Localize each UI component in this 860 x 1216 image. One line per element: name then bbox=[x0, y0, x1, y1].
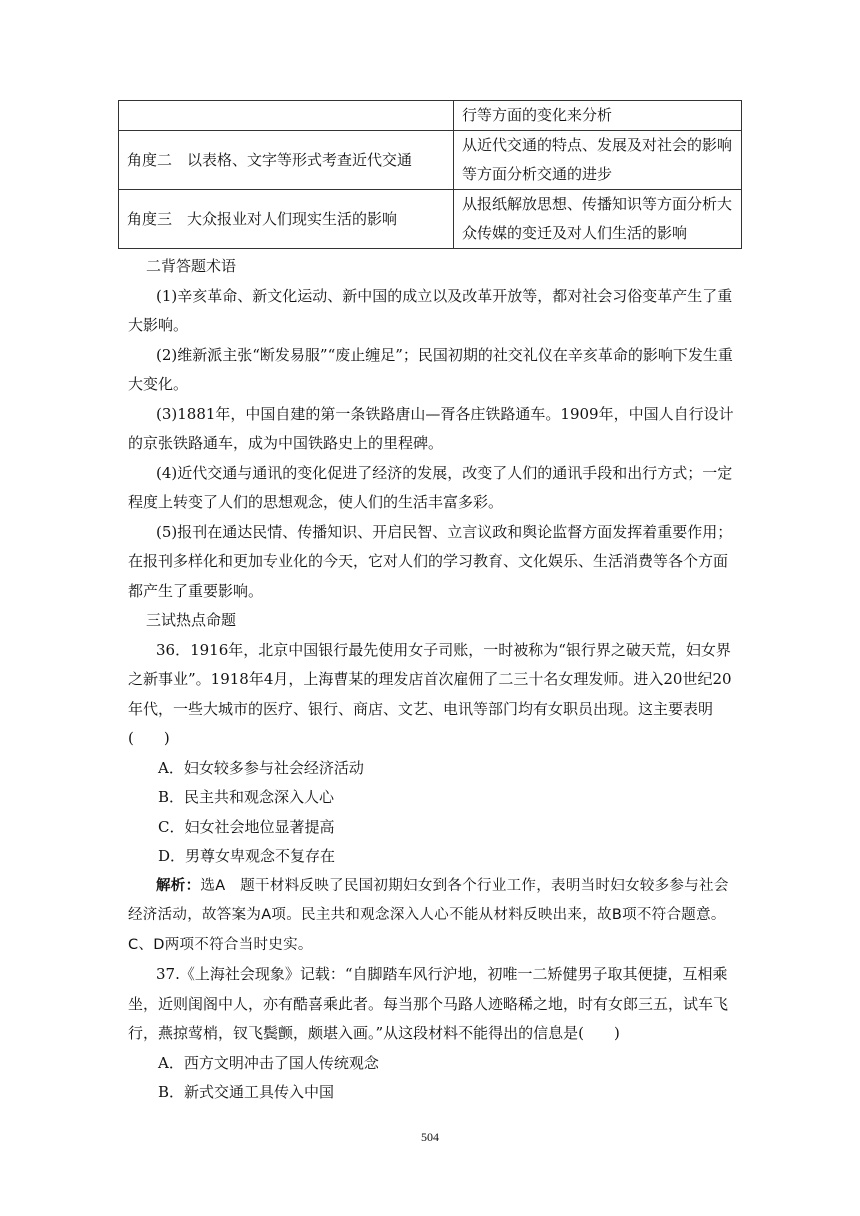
table-row bbox=[119, 190, 742, 249]
question-option: D．男尊女卑观念不复存在 bbox=[158, 847, 336, 865]
question-option: B．民主共和观念深入人心 bbox=[158, 788, 335, 806]
term-item: (2)维新派主张“断发易服”“废止缠足”；民国初期的社交礼仪在辛亥革命的影响下发生重大变化。 bbox=[128, 345, 733, 393]
question-option: A．西方文明冲击了国人传统观念 bbox=[158, 1053, 379, 1072]
table-row bbox=[119, 131, 742, 190]
question-option: A．妇女较多参与社会经济活动 bbox=[158, 758, 364, 777]
analysis-text: 选A 题干材料反映了民国初期妇女到各个行业工作，表明当时妇女较多参与社会经济活动，故答案为A项。民主共和观念深入人心不能从材料反映出来，故B项不符合题意。C、D两项不符合当时史实。 bbox=[128, 877, 729, 953]
term-item: (5)报刊在通达民情、传播知识、开启民智、立言议政和舆论监督方面发挥着重要作用；在报刊多样化和更加专业化的今天，它对人们的学习教育、文化娱乐、生活消费等各个方面都产生了重要影响。 bbox=[128, 522, 733, 600]
question-stem: 37.《上海社会现象》记载：“自脚踏车风行沪地，初唯一二矫健男子取其便捷，互相乘坐，近则闺阁中人，亦有酷喜乘此者。每当那个马路人迹略稀之地，时有女郎三五，试车飞行，燕掠莺梢，钗飞鬓颤，颇堪入画。”从这段材料不能得出的信息是( ) bbox=[128, 965, 729, 1042]
question-option: C．妇女社会地位显著提高 bbox=[158, 817, 335, 836]
table-cell-left: 角度三 大众报业对人们现实生活的影响 bbox=[119, 190, 454, 249]
term-item: (1)辛亥革命、新文化运动、新中国的成立以及改革开放等，都对社会习俗变革产生了重大影响。 bbox=[128, 286, 733, 334]
term-item: (4)近代交通与通讯的变化促进了经济的发展，改变了人们的通讯手段和出行方式；一定程度上转变了人们的思想观念，使人们的生活丰富多彩。 bbox=[128, 463, 733, 511]
table-row bbox=[119, 101, 742, 131]
table-cell-right: 从近代交通的特点、发展及对社会的影响等方面分析交通的进步 bbox=[454, 131, 742, 190]
table-cell-right: 行等方面的变化来分析 bbox=[454, 101, 742, 131]
table-cell-left bbox=[119, 101, 454, 131]
exam-angle-table bbox=[118, 100, 742, 249]
page-number: 504 bbox=[421, 1130, 439, 1144]
table-cell-left: 角度二 以表格、文字等形式考查近代交通 bbox=[119, 131, 454, 190]
table-cell-right: 从报纸解放思想、传播知识等方面分析大众传媒的变迁及对人们生活的影响 bbox=[454, 190, 742, 249]
document-body bbox=[128, 252, 742, 1108]
question-stem: 36．1916年，北京中国银行最先使用女子司账，一时被称为“银行界之破天荒，妇女界之新事业”。1918年4月，上海曹某的理发店首次雇佣了二三十名女理发师。进入20世纪20年代，一些大城市的医疗、银行、商店、文艺、电讯等部门均有女职员出现。这主要表明( ) bbox=[128, 640, 732, 747]
answer-analysis bbox=[128, 872, 742, 961]
question-option: B．新式交通工具传入中国 bbox=[158, 1083, 335, 1101]
section-heading: 三试热点命题 bbox=[146, 611, 237, 629]
section-heading: 二背答题术语 bbox=[146, 257, 237, 275]
analysis-label: 解析： bbox=[156, 877, 201, 894]
term-item: (3)1881年，中国自建的第一条铁路唐山—胥各庄铁路通车。1909年，中国人自行设计的京张铁路通车，成为中国铁路史上的里程碑。 bbox=[128, 404, 734, 452]
